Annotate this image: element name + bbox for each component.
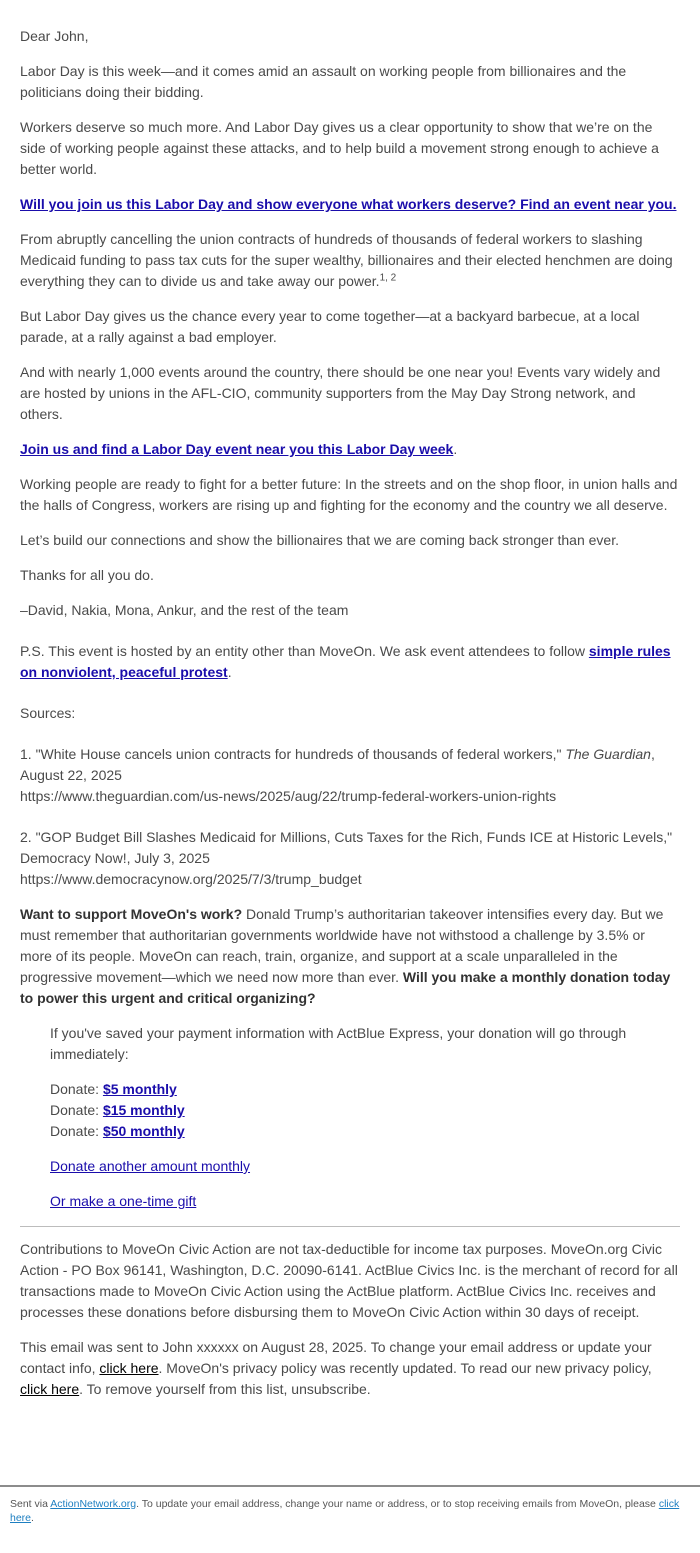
email-info-text: This email was sent to John xxxxxx on August 28, 2025. To change your email address or update your contact info, xyxy=(20,1339,652,1376)
update-contact-link[interactable]: click here xyxy=(99,1360,159,1376)
attacks-paragraph xyxy=(20,229,680,292)
thanks-paragraph: Thanks for all you do. xyxy=(20,567,154,583)
action-network-link[interactable]: ActionNetwork.org xyxy=(50,1498,137,1510)
support-body: Donald Trump’s authoritarian takeover intensifies every day. But we must remember that authoritarian governments worldwide have not withstood a challenge by 3.5% or more of its people. MoveOn can reach, train, organize, and support at a scale unparalleled in the progressive movement—which we need now more than ever. xyxy=(20,906,664,985)
ps-period: . xyxy=(227,664,232,680)
footer-prefix: Sent via xyxy=(10,1498,51,1510)
divider xyxy=(20,1226,680,1227)
footer-period: . xyxy=(31,1512,34,1524)
source-title: 1. "White House cancels union contracts for hundreds of thousands of federal workers," xyxy=(20,746,566,762)
source-item xyxy=(20,827,680,890)
join-event-link[interactable]: Join us and find a Labor Day event near you this Labor Day week xyxy=(20,441,454,457)
donate-label: Donate: xyxy=(50,1081,103,1097)
sources-heading: Sources: xyxy=(20,705,76,721)
protest-rules-link[interactable]: simple rules on nonviolent, peaceful protest xyxy=(20,643,671,680)
actblue-note: If you've saved your payment information with ActBlue Express, your donation will go through immediately: xyxy=(50,1025,627,1062)
donate-section xyxy=(20,1023,680,1212)
donate-another-paragraph xyxy=(50,1156,680,1177)
donate-15-monthly-link[interactable]: $15 monthly xyxy=(102,1102,185,1118)
donate-50-monthly-link[interactable]: $50 monthly xyxy=(102,1123,185,1139)
signature: –David, Nakia, Mona, Ankur, and the rest of the team xyxy=(20,602,349,618)
donate-option xyxy=(50,1079,680,1100)
together-paragraph: But Labor Day gives us the chance every year to come together—at a backyard barbecue, at a local parade, at a rally against a bad employer. xyxy=(20,308,640,345)
privacy-text: . MoveOn's privacy policy was recently updated. To read our new privacy policy, xyxy=(158,1360,652,1376)
workers-paragraph: Workers deserve so much more. And Labor Day gives us a clear opportunity to show that we’re on the side of working people against these attacks, and to help build a movement strong enough to achieve a better world. xyxy=(20,119,659,177)
donate-option xyxy=(50,1100,680,1121)
footnote-ref: 1, 2 xyxy=(379,272,397,284)
support-ask: Will you make a monthly donation today to power this urgent and critical organizing? xyxy=(20,969,671,1006)
source-date: , August 22, 2025 xyxy=(20,746,655,783)
intro-paragraph: Labor Day is this week—and it comes amid an assault on working people from billionaires and the politicians doing their bidding. xyxy=(20,63,627,100)
privacy-policy-link[interactable]: click here xyxy=(20,1381,80,1397)
source-citation xyxy=(20,744,680,786)
cta-paragraph-1 xyxy=(20,194,680,215)
source-item xyxy=(20,744,680,807)
connections-paragraph: Let’s build our connections and show the billionaires that we are coming back stronger than ever. xyxy=(20,532,619,548)
donate-label: Donate: xyxy=(50,1102,103,1118)
ps-text: P.S. This event is hosted by an entity other than MoveOn. We ask event attendees to follow xyxy=(20,643,589,659)
cta2-period: . xyxy=(453,441,458,457)
greeting: Dear John, xyxy=(20,28,89,44)
attacks-text: From abruptly cancelling the union contracts of hundreds of thousands of federal workers to slashing Medicaid funding to pass tax cuts for the super wealthy, billionaires and their elected henchmen are doing everything they can to divide us and take away our power. xyxy=(20,231,673,289)
contributions-disclaimer: Contributions to MoveOn Civic Action are not tax-deductible for income tax purposes. MoveOn.org Civic Action - PO Box 96141, Washington, D.C. 20090-6141. ActBlue Civics Inc. is the merchant of record for all transactions made to MoveOn Civic Action using the ActBlue platform. ActBlue Civics Inc. receives and processes these donations before disbursing them to MoveOn Civic Action within 30 days of receipt. xyxy=(20,1241,678,1320)
donate-5-monthly-link[interactable]: $5 monthly xyxy=(102,1081,177,1097)
footer-unsubscribe-link[interactable]: click here xyxy=(10,1498,680,1524)
support-lead: Want to support MoveOn's work? xyxy=(20,906,243,922)
email-info-paragraph xyxy=(20,1337,680,1400)
one-time-paragraph xyxy=(50,1191,680,1212)
one-time-gift-link[interactable]: Or make a one-time gift xyxy=(50,1193,197,1209)
find-event-link[interactable]: Will you join us this Labor Day and show everyone what workers deserve? Find an event near you. xyxy=(20,196,677,212)
unsubscribe-text: . To remove yourself from this list, unsubscribe. xyxy=(79,1381,371,1397)
donate-option xyxy=(50,1121,680,1142)
source-publication: The Guardian xyxy=(565,746,651,762)
future-paragraph: Working people are ready to fight for a better future: In the streets and on the shop floor, in union halls and the halls of Congress, workers are rising up and fighting for the economy and the country we all deserve. xyxy=(20,476,678,513)
events-paragraph: And with nearly 1,000 events around the country, there should be one near you! Events vary widely and are hosted by unions in the AFL-CIO, community supporters from the May Day Strong network, and others. xyxy=(20,364,661,422)
source-citation: 2. "GOP Budget Bill Slashes Medicaid for Millions, Cuts Taxes for the Rich, Funds ICE at Historic Levels," Democracy Now!, July 3, 2025 xyxy=(20,829,673,866)
donate-another-amount-link[interactable]: Donate another amount monthly xyxy=(50,1158,251,1174)
support-paragraph xyxy=(20,904,680,1009)
donate-label: Donate: xyxy=(50,1123,103,1139)
ps-paragraph xyxy=(20,641,680,683)
footer-text: . To update your email address, change your name or address, or to stop receiving emails from MoveOn, please xyxy=(136,1498,659,1510)
source-url: https://www.theguardian.com/us-news/2025/aug/22/trump-federal-workers-union-rights xyxy=(20,788,557,804)
source-url: https://www.democracynow.org/2025/7/3/trump_budget xyxy=(20,871,362,887)
cta-paragraph-2 xyxy=(20,439,680,460)
action-network-footer xyxy=(0,1485,700,1525)
